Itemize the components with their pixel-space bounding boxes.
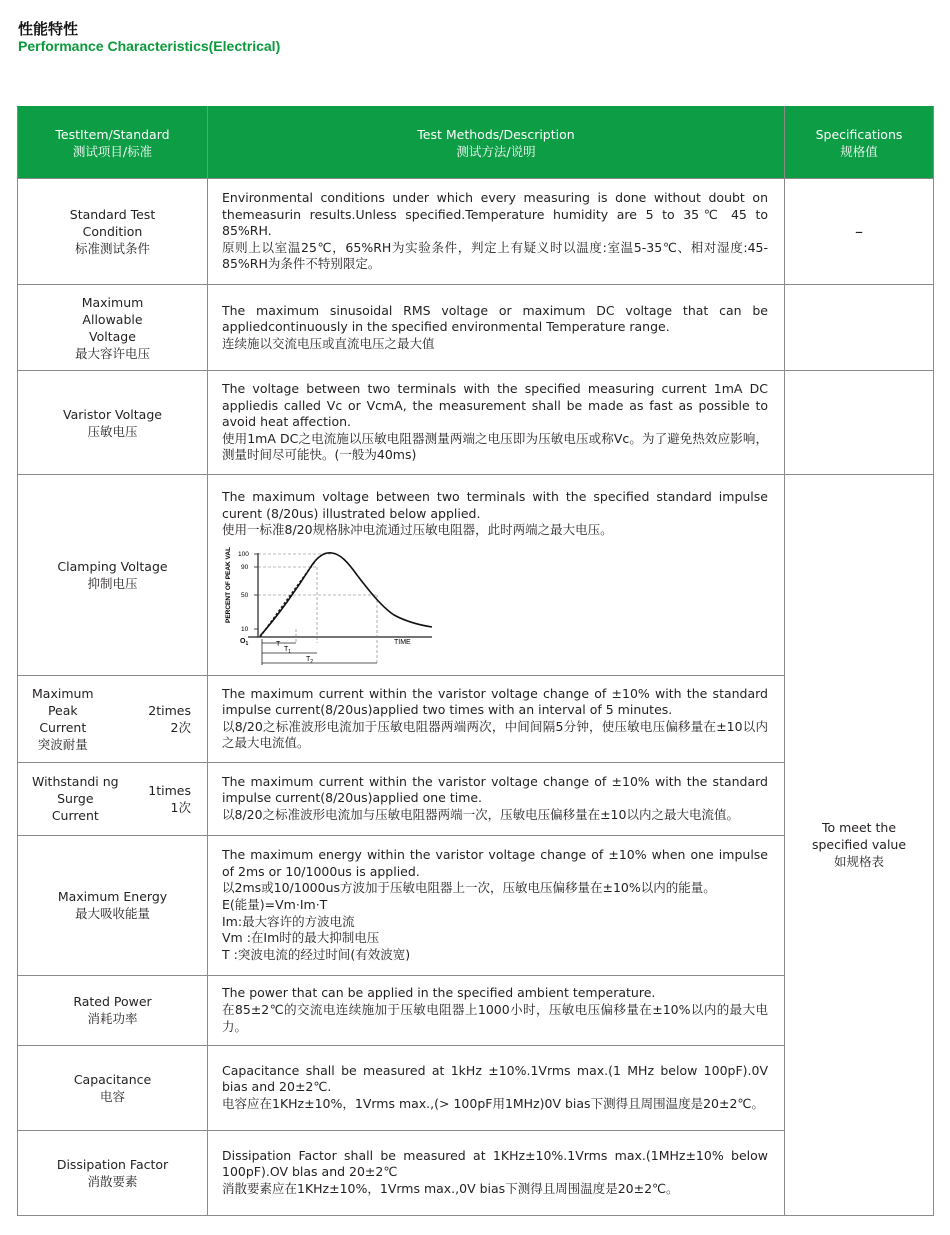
figure-ytick: 90 <box>241 563 249 571</box>
desc-text: Capacitance shall be measured at 1kHz ±10%.1Vrms max.(1 MHz below 100pF).0V bias and 20±2℃. <box>222 1062 768 1095</box>
item-label: 最大容许电压 <box>74 345 150 361</box>
spec-dash: – <box>855 221 863 241</box>
spec-max-allowable-voltage <box>785 285 934 371</box>
spec-varistor-voltage <box>785 371 934 475</box>
desc-standard-test-condition <box>208 179 785 285</box>
item-label: Maximum <box>81 294 144 310</box>
item-label: Condition <box>82 224 143 239</box>
figure-xlabel: TIME <box>394 638 411 646</box>
item-label: 2次 <box>170 719 191 735</box>
desc-text: 使用一标准8/20规格脉冲电流通过压敏电阻器，此时两端之最大电压。 <box>222 522 613 538</box>
item-label: Current <box>39 719 87 735</box>
spec-merged <box>785 475 934 1216</box>
desc-text: E(能量)=Vm·Im·T <box>222 896 328 912</box>
item-clamping-voltage <box>18 475 208 676</box>
desc-capacitance <box>208 1045 785 1130</box>
table-row <box>18 179 934 285</box>
desc-text: 以2ms或10/1000us方波加于压敏电阻器上一次，压敏电压偏移量在±10%以内的能量。 <box>222 880 716 896</box>
desc-text: 使用1mA DC之电流施以压敏电阻器测量两端之电压即为压敏电压或称Vc。为了避免热效应影响，测量时间尽可能快。(一般为40ms) <box>222 430 768 463</box>
item-max-allowable-voltage <box>18 285 208 371</box>
spec-text: specified value <box>811 837 907 853</box>
item-label: Maximum <box>32 685 94 701</box>
figure-ytick: 10 <box>241 625 249 633</box>
desc-max-allowable-voltage <box>208 285 785 371</box>
item-varistor-voltage <box>18 371 208 475</box>
desc-text: 以8/20之标准波形电流加于压敏电阻器两端两次，中间间隔5分钟，使压敏电压偏移量在±10以内之最大电流值。 <box>222 718 768 751</box>
desc-text: 电容应在1KHz±10%，1Vrms max.,(> 100pF用1MHz)0V bias下测得且周围温度是20±2℃。 <box>222 1096 764 1112</box>
table-row <box>18 475 934 676</box>
desc-text: The maximum current within the varistor voltage change of ±10% with the standard impulse current(8/20us)applied one time. <box>222 773 768 806</box>
header-spec-en: Specifications <box>815 126 903 142</box>
desc-text: T :突波电流的经过时间(有效波宽) <box>222 946 411 962</box>
header-spec-cn: 规格值 <box>840 143 878 159</box>
desc-text: The maximum sinusoidal RMS voltage or maximum DC voltage that can be appliedcontinuously in the specified environmental Temperature range. <box>222 302 768 335</box>
performance-table <box>17 106 934 1216</box>
desc-text: The maximum current within the varistor voltage change of ±10% with the standard impulse current(8/20us)applied two times with an interval of 5 minutes. <box>222 685 768 718</box>
desc-max-peak-current <box>208 675 785 762</box>
figure-t-label: T <box>276 640 281 648</box>
desc-dissipation-factor <box>208 1130 785 1215</box>
item-label: Dissipation Factor <box>56 1156 169 1172</box>
item-label: 抑制电压 <box>87 575 138 591</box>
item-label: 1次 <box>170 799 191 815</box>
impulse-waveform-figure <box>222 547 437 669</box>
desc-text: 以8/20之标准波形电流加与压敏电阻器两端一次，压敏电压偏移量在±10以内之最大电流值。 <box>222 807 739 823</box>
desc-text: Vm :在Im时的最大抑制电压 <box>222 930 380 946</box>
desc-text: 连续施以交流电压或直流电压之最大值 <box>222 335 435 351</box>
table-row <box>18 371 934 475</box>
item-label: 1times <box>148 782 191 798</box>
section-title-cn: 性能特性 <box>18 20 79 38</box>
desc-varistor-voltage <box>208 371 785 475</box>
item-label: Allowable <box>82 311 143 327</box>
desc-maximum-energy <box>208 835 785 975</box>
header-specifications <box>785 107 934 179</box>
item-label: 电容 <box>99 1088 125 1104</box>
spec-text: To meet the <box>821 820 897 836</box>
desc-text: 原则上以室温25℃，65%RH为实验条件，判定上有疑义时以温度:室温5-35℃、相对湿度:45-85%RH为条件不特别限定。 <box>222 239 768 272</box>
header-test-method-cn: 测试方法/说明 <box>456 143 536 159</box>
item-label: Clamping Voltage <box>57 558 168 574</box>
desc-text: The voltage between two terminals with the specified measuring current 1mA DC appliedis called Vc or VcmA, the measurement shall be made as fast as possible to avoid heat affection. <box>222 381 768 430</box>
item-rated-power <box>18 975 208 1045</box>
item-label: 标准测试条件 <box>74 241 150 256</box>
header-test-method <box>208 107 785 179</box>
desc-text: The maximum energy within the varistor voltage change of ±10% when one impulse of 2ms or 10/1000us is applied. <box>222 847 768 879</box>
desc-text: Im:最大容许的方波电流 <box>222 913 355 929</box>
header-test-method-en: Test Methods/Description <box>417 126 575 142</box>
header-test-item-cn: 测试项目/标准 <box>72 143 153 159</box>
desc-text: 消散要素应在1KHz±10%，1Vrms max.,0V bias下测得且周围温度是20±2℃。 <box>222 1181 679 1197</box>
item-label: Varistor Voltage <box>63 406 162 422</box>
item-label: 压敏电压 <box>87 423 138 439</box>
figure-ylabel: PERCENT OF PEAK VALUE <box>225 546 232 623</box>
desc-text: The power that can be applied in the specified ambient temperature. <box>222 985 656 1001</box>
item-label: 2times <box>148 702 191 718</box>
item-label: Surge <box>57 791 94 807</box>
item-max-peak-current <box>18 675 208 762</box>
item-label: Withstandi ng <box>32 774 119 790</box>
desc-withstanding-surge-current <box>208 762 785 835</box>
item-label: Maximum Energy <box>57 889 168 905</box>
impulse-waveform-svg <box>222 547 437 669</box>
header-test-item <box>18 107 208 179</box>
item-label: 消耗功率 <box>87 1011 138 1027</box>
desc-clamping-voltage <box>208 475 785 676</box>
figure-ytick: 50 <box>241 591 249 599</box>
item-capacitance <box>18 1045 208 1130</box>
desc-text: 在85±2℃的交流电连续施加于压敏电阻器上1000小时，压敏电压偏移量在±10%以内的最大电力。 <box>222 1001 768 1034</box>
desc-text: Dissipation Factor shall be measured at 1KHz±10%.1Vrms max.(1MHz±10% below 100pF).OV blas and 20±2℃ <box>222 1147 768 1180</box>
item-dissipation-factor <box>18 1130 208 1215</box>
item-label: Capacitance <box>73 1071 152 1087</box>
spec-text: 如规格表 <box>833 854 884 870</box>
figure-t1-label: $T_1$ <box>284 645 292 655</box>
item-label: 突波耐量 <box>37 736 88 752</box>
item-label: Peak <box>47 702 78 718</box>
table-row <box>18 285 934 371</box>
item-standard-test-condition <box>18 179 208 285</box>
item-label: Current <box>51 808 99 824</box>
item-withstanding-surge-current <box>18 762 208 835</box>
desc-rated-power <box>208 975 785 1045</box>
item-label: Rated Power <box>73 994 152 1010</box>
item-label: 消散要素 <box>87 1173 138 1189</box>
figure-impulse-curve <box>260 553 432 636</box>
item-label: 最大吸收能量 <box>74 906 150 922</box>
figure-t2-label: $T_2$ <box>306 655 314 665</box>
section-title-en: Performance Characteristics(Electrical) <box>18 38 281 54</box>
item-label: Standard Test <box>69 207 156 222</box>
desc-text: Environmental conditions under which every measuring is done without doubt on themeasurin results.Unless specified.Temperature humidity are 5 to 35℃ 45 to 85%RH. <box>222 190 768 239</box>
desc-text: The maximum voltage between two terminals with the specified standard impulse curent (8/20us) illustrated below applied. <box>222 489 768 521</box>
spec-standard <box>785 179 934 285</box>
item-maximum-energy <box>18 835 208 975</box>
figure-origin: $O_1$ <box>240 637 249 647</box>
table-header-row <box>18 107 934 179</box>
item-label: Voltage <box>89 328 136 344</box>
header-test-item-en: TestItem/Standard <box>55 126 170 142</box>
figure-ytick: 100 <box>238 550 249 558</box>
